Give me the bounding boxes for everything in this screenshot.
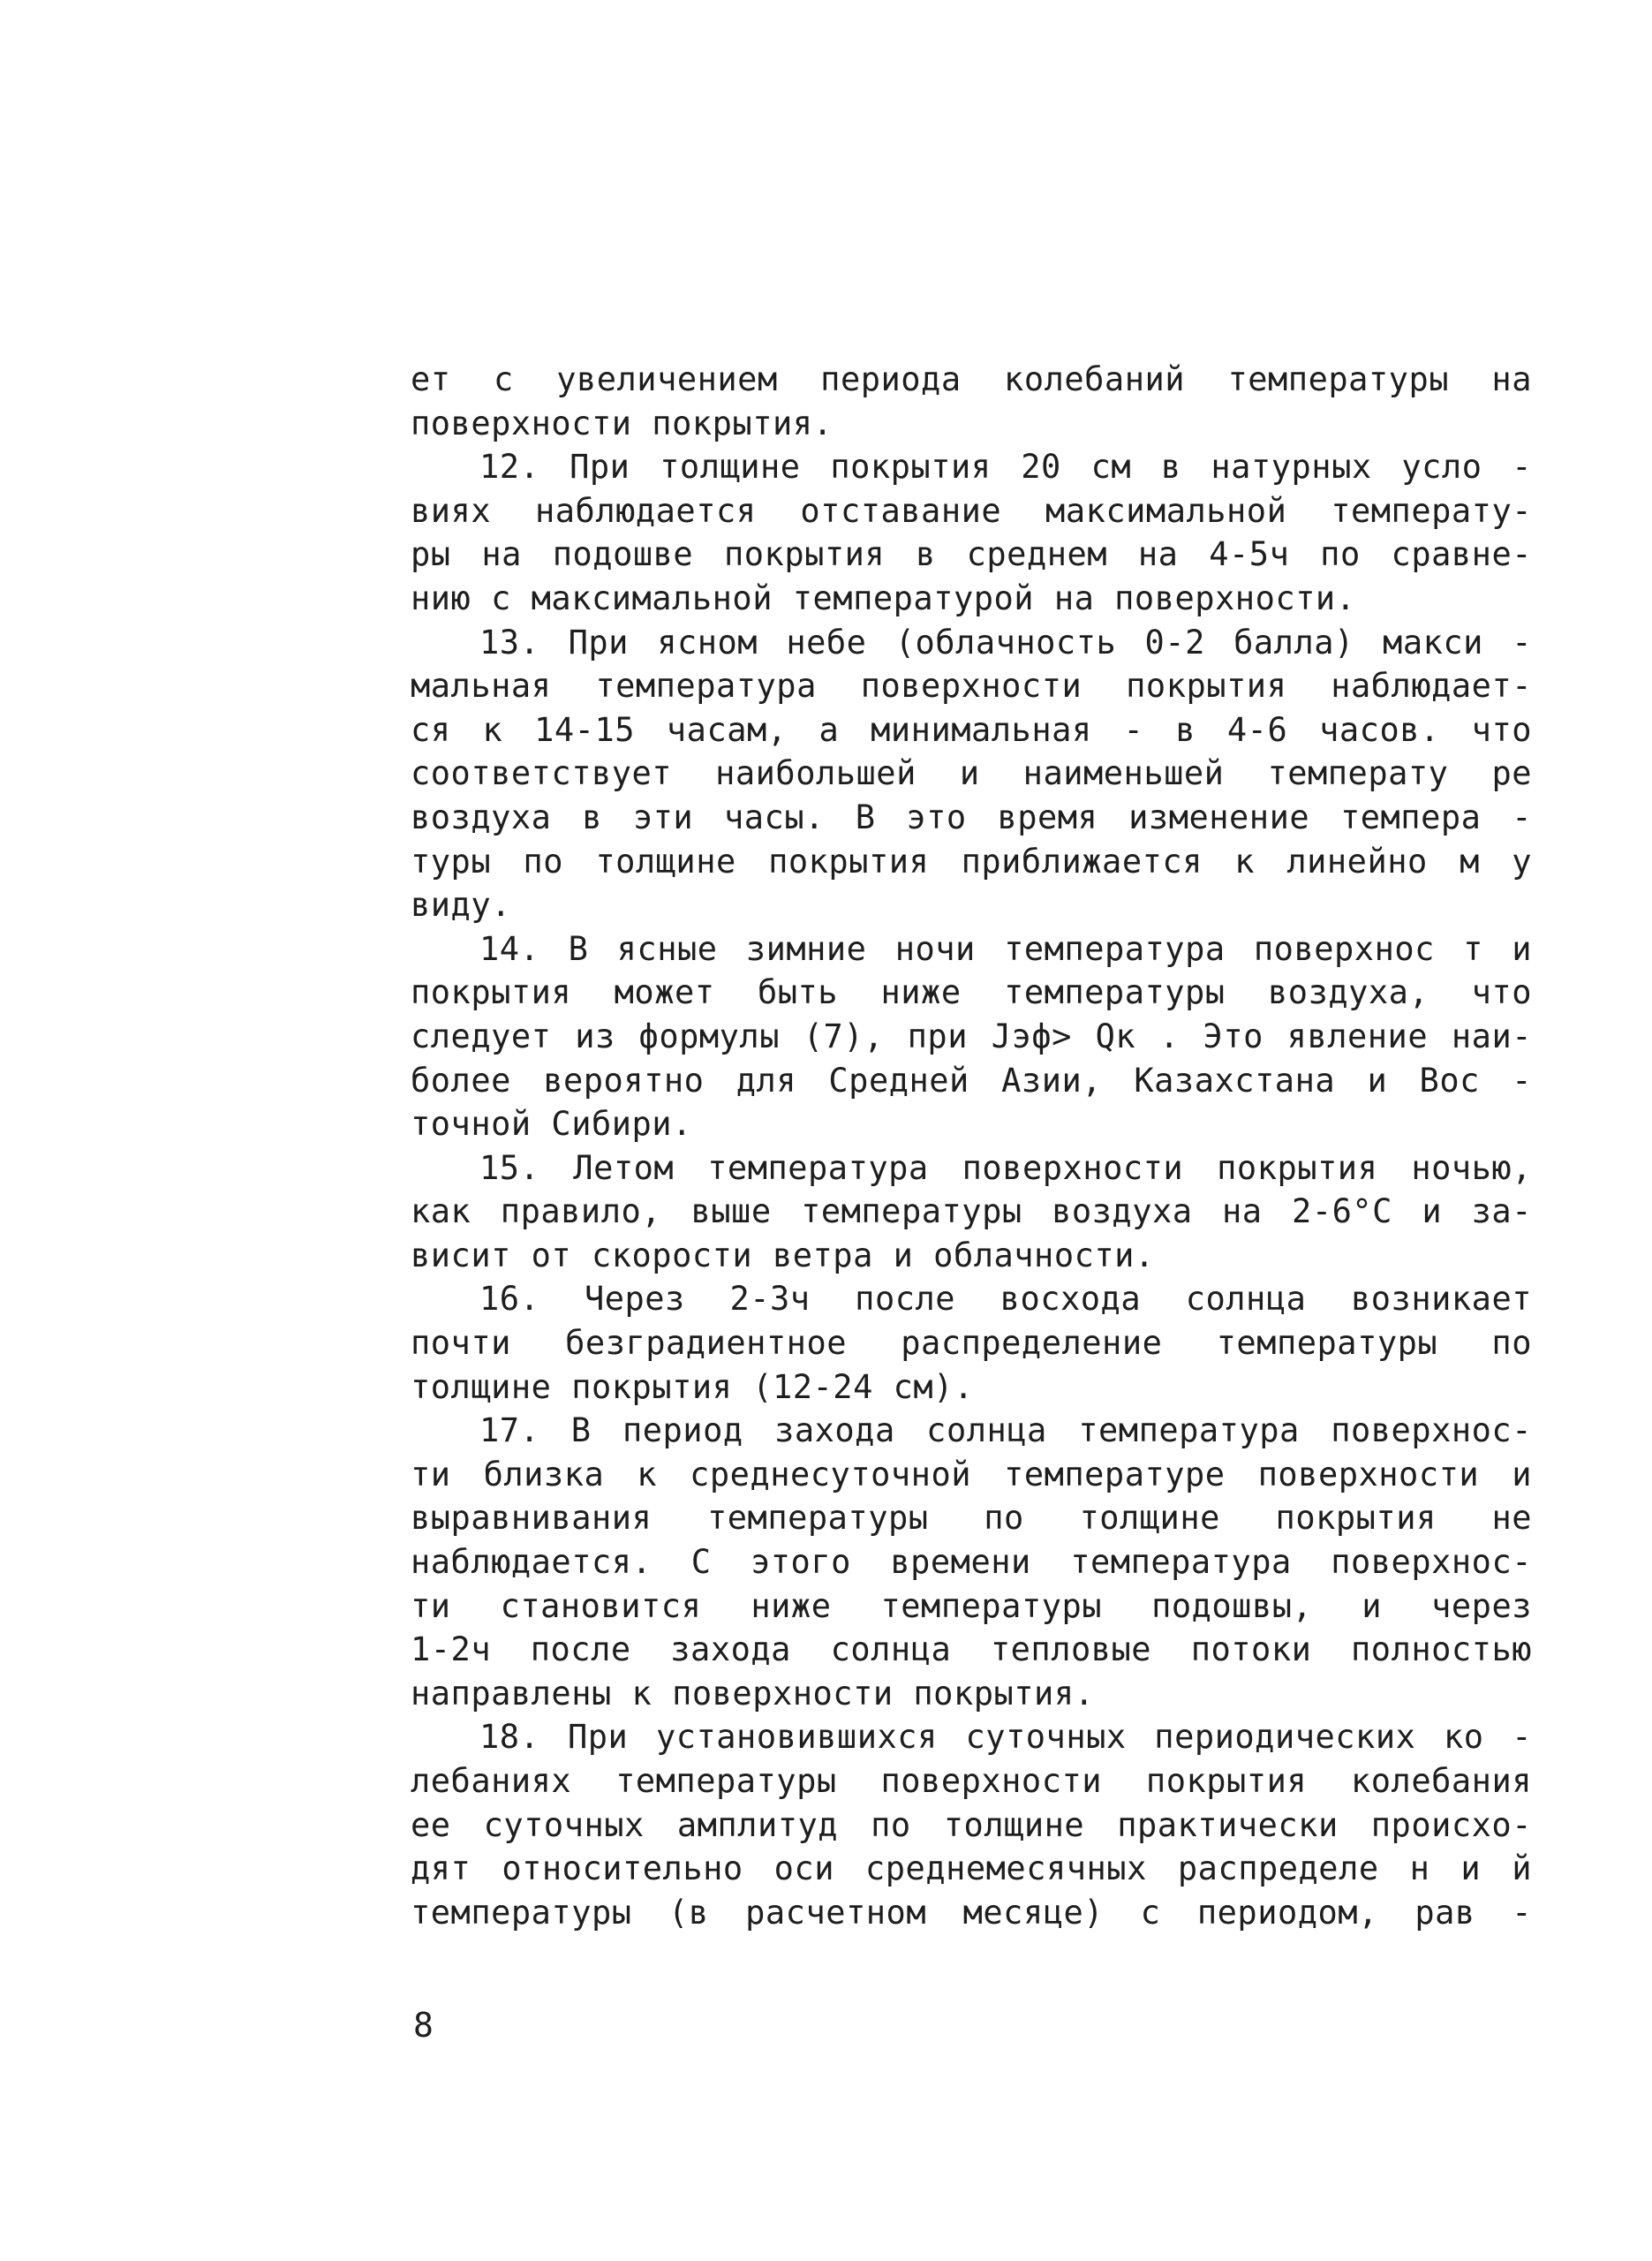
text-line: 15. Летом температура поверхности покрытия ночью, <box>479 1148 1532 1187</box>
paragraph-item-12 <box>411 445 1532 620</box>
text-line: 14. В ясные зимние ночи температура поверхнос т и <box>479 929 1532 968</box>
text-line: мальная температура поверхности покрытия наблюдает- <box>411 667 1532 706</box>
text-line: ся к 14-15 часам, а минимальная - в 4-6 часов. что <box>411 710 1532 749</box>
text-line: толщине покрытия (12-24 см). <box>411 1367 974 1406</box>
text-line: 1-2ч после захода солнца тепловые потоки полностью <box>411 1630 1532 1669</box>
text-line: виях наблюдается отставание максимальной температу- <box>411 491 1532 530</box>
paragraph-item-18 <box>411 1715 1532 1934</box>
body-text <box>411 358 1532 1934</box>
text-line: почти безградиентное распределение температуры по <box>411 1324 1532 1363</box>
text-line: как правило, выше температуры воздуха на 2-6°С и за- <box>411 1192 1532 1231</box>
text-line: ры на подошве покрытия в среднем на 4-5ч по сравне- <box>411 535 1532 574</box>
text-line: нию с максимальной температурой на поверхности. <box>411 578 1356 617</box>
text-line: туры по толщине покрытия приближается к линейно м у <box>411 842 1532 881</box>
text-line: воздуха в эти часы. В это время изменение темпера - <box>411 798 1532 836</box>
text-line: ее суточных амплитуд по толщине практически происхо- <box>411 1805 1532 1844</box>
paragraph-item-16 <box>411 1277 1532 1409</box>
text-line: виду. <box>411 886 511 925</box>
page-number: 8 <box>413 2006 434 2045</box>
text-line: 16. Через 2-3ч после восхода солнца возникает <box>479 1280 1532 1319</box>
text-line: направлены к поверхности покрытия. <box>411 1674 1095 1713</box>
text-line: более вероятно для Средней Азии, Казахстана и Вос - <box>411 1061 1532 1100</box>
text-line: температуры (в расчетном месяце) с периодом, рав - <box>411 1893 1532 1932</box>
paragraph-item-15 <box>411 1146 1532 1278</box>
text-line: поверхности покрытия. <box>411 404 834 442</box>
text-line: соответствует наибольшей и наименьшей температу ре <box>411 754 1532 793</box>
text-line: покрытия может быть ниже температуры воздуха, что <box>411 973 1532 1012</box>
paragraph-item-13 <box>411 621 1532 927</box>
text-line: точной Сибири. <box>411 1105 692 1144</box>
text-line: 12. При толщине покрытия 20 см в натурных усло - <box>479 448 1532 487</box>
paragraph-item-14 <box>411 927 1532 1146</box>
text-line: ти близка к среднесуточной температуре поверхности и <box>411 1455 1532 1493</box>
text-line: ет с увеличением периода колебаний температуры на <box>411 360 1532 398</box>
text-line: 17. В период захода солнца температура поверхнос- <box>479 1411 1532 1450</box>
text-line: 18. При установившихся суточных периодических ко - <box>479 1718 1532 1757</box>
text-line: наблюдается. С этого времени температура поверхнос- <box>411 1543 1532 1582</box>
paragraph-item-17 <box>411 1409 1532 1715</box>
text-line: дят относительно оси среднемесячных распределе н и й <box>411 1849 1532 1888</box>
text-line: ти становится ниже температуры подошвы, и через <box>411 1586 1532 1625</box>
paragraph-continuation <box>411 358 1532 445</box>
text-line: выравнивания температуры по толщине покрытия не <box>411 1499 1532 1538</box>
text-line: лебаниях температуры поверхности покрытия колебания <box>411 1762 1532 1800</box>
text-line: следует из формулы (7), при Jэф> Qк . Это явление наи- <box>411 1017 1532 1055</box>
text-line: 13. При ясном небе (облачность 0-2 балла) макси - <box>479 623 1532 662</box>
text-line: висит от скорости ветра и облачности. <box>411 1236 1155 1274</box>
